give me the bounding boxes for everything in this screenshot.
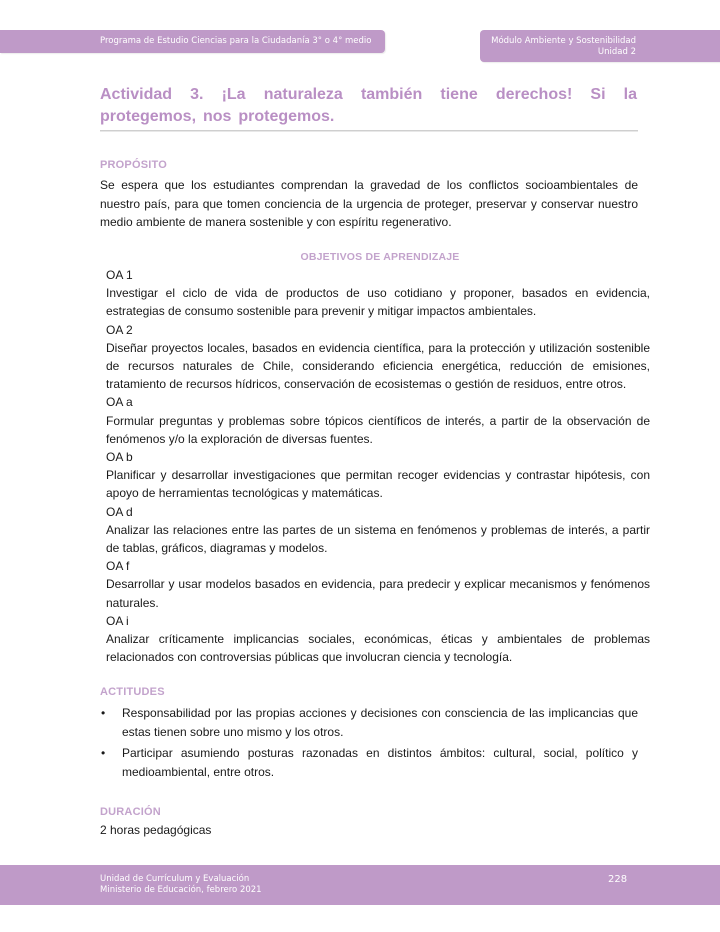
page-number: 228 xyxy=(608,874,628,885)
oa-code: OA 1 xyxy=(106,268,133,282)
header-module-name: Módulo Ambiente y Sostenibilidad xyxy=(491,36,636,46)
header-program-title: Programa de Estudio Ciencias para la Ciudadanía 3° o 4° medio xyxy=(100,36,372,46)
list-item xyxy=(100,744,638,782)
objetivos-list xyxy=(106,266,650,666)
footer-ministry: Ministerio de Educación, febrero 2021 xyxy=(100,885,262,895)
actitudes-list xyxy=(100,704,638,784)
bullet-icon: • xyxy=(101,706,106,720)
duracion-heading: DURACIÓN xyxy=(100,806,161,818)
actitud-text: Responsabilidad por las propias acciones y decisiones con consciencia de las implicancias que estas tienen sobre uno mismo y los otros. xyxy=(122,706,638,739)
list-item xyxy=(100,704,638,742)
header-program-band xyxy=(0,30,385,53)
oa-code: OA b xyxy=(106,450,133,465)
duracion-text: 2 horas pedagógicas xyxy=(100,823,212,837)
oa-item xyxy=(106,503,650,558)
proposito-heading: PROPÓSITO xyxy=(100,159,167,171)
oa-description: Analizar las relaciones entre las partes de un sistema en fenómenos y problemas de interés, a partir de tablas, gráficos, diagramas y modelos. xyxy=(106,522,650,556)
oa-code: OA a xyxy=(106,395,133,410)
actitud-text: Participar asumiendo posturas razonadas en distintos ámbitos: cultural, social, político y medioambiental, entre otros. xyxy=(122,746,638,779)
oa-code: OA i xyxy=(106,613,129,628)
footer-unit: Unidad de Currículum y Evaluación xyxy=(100,874,250,884)
oa-item xyxy=(106,448,650,503)
oa-description: Diseñar proyectos locales, basados en evidencia científica, para la protección y utilización sostenible de recursos naturales de Chile, considerando eficiencia energética, reducción de emisiones, tratamiento de recursos hídricos, conservación de ecosistemas o gestión de residuos, entre otros. xyxy=(106,340,650,392)
oa-code: OA 2 xyxy=(106,322,133,337)
oa-code: OA d xyxy=(106,504,133,519)
oa-item xyxy=(106,393,650,448)
title-divider xyxy=(100,130,638,131)
bullet-icon: • xyxy=(101,746,106,760)
oa-description: Formular preguntas y problemas sobre tópicos científicos de interés, a partir de la observación de fenómenos y/o la exploración de diversas fuentes. xyxy=(106,413,650,446)
activity-title: Actividad 3. ¡La naturaleza también tiene derechos! Si la protegemos, nos protegemos. xyxy=(100,86,637,125)
oa-description: Planificar y desarrollar investigaciones que permitan recoger evidencias y contrastar hipótesis, con apoyo de herramientas tecnológicas y matemáticas. xyxy=(106,468,650,501)
oa-item xyxy=(106,557,650,612)
oa-description: Desarrollar y usar modelos basados en evidencia, para predecir y explicar mecanismos y fenómenos naturales. xyxy=(106,577,650,610)
oa-code: OA f xyxy=(106,559,130,574)
oa-description: Analizar críticamente implicancias sociales, económicas, éticas y ambientales de problemas relacionados con controversias públicas que involucran ciencia y tecnología. xyxy=(106,632,650,665)
oa-description: Investigar el ciclo de vida de productos de uso cotidiano y proponer, basados en evidencia, estrategias de consumo sostenible para prevenir y mitigar impactos ambientales. xyxy=(106,286,650,319)
header-module-band xyxy=(480,30,720,62)
actitudes-heading: ACTITUDES xyxy=(100,686,165,698)
oa-item xyxy=(106,612,650,667)
footer-band xyxy=(0,865,720,905)
oa-item xyxy=(106,321,650,394)
proposito-text: Se espera que los estudiantes comprendan la gravedad de los conflictos socioambientales de nuestro país, para que tomen conciencia de la urgencia de proteger, preservar y conservar nuestro medio ambiente de manera sostenible y con espíritu regenerativo. xyxy=(100,178,638,229)
oa-item xyxy=(106,266,650,321)
header-unit: Unidad 2 xyxy=(597,47,636,57)
objetivos-heading: OBJETIVOS DE APRENDIZAJE xyxy=(300,251,460,263)
